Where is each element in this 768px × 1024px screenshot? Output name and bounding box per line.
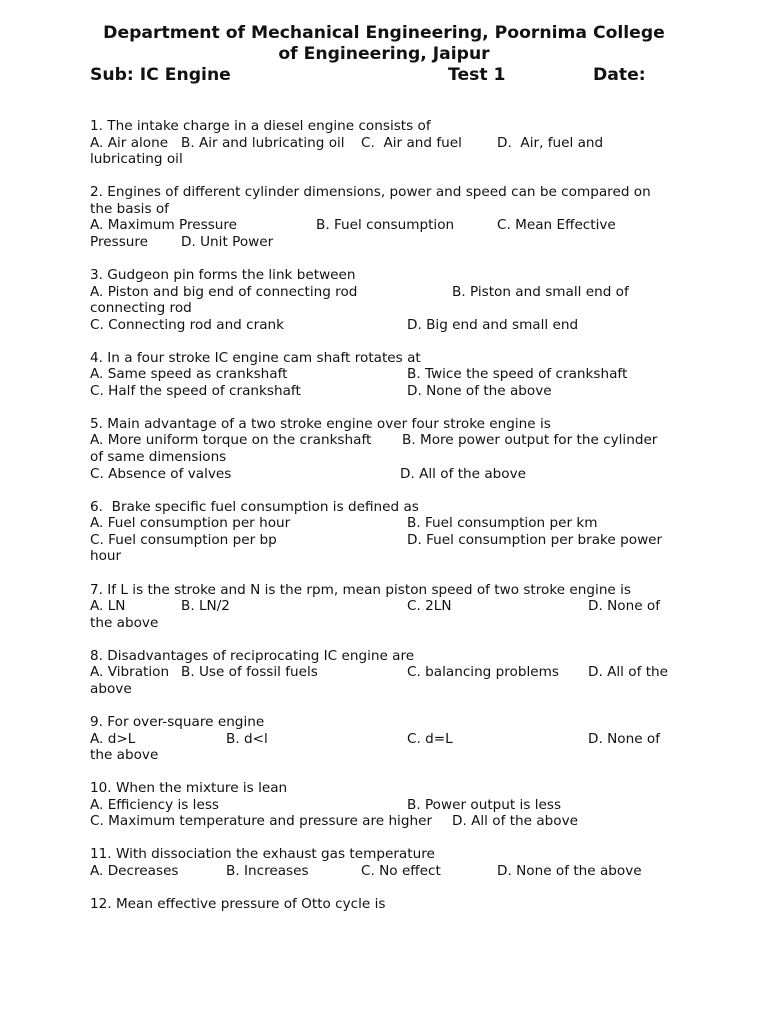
subject-label: Sub: IC Engine xyxy=(90,65,231,85)
option-c: C. Fuel consumption per bp xyxy=(90,532,277,548)
question-text: 10. When the mixture is lean xyxy=(90,780,288,796)
option-continuation: hour xyxy=(90,548,122,564)
question-text: 6. Brake specific fuel consumption is defined as xyxy=(90,499,419,515)
question-text: 2. Engines of different cylinder dimensions, power and speed can be compared on xyxy=(90,184,651,200)
option-a: A. Maximum Pressure xyxy=(90,217,238,233)
option-a: A. LN xyxy=(90,598,126,614)
question-continuation: the basis of xyxy=(90,201,169,217)
department-title-line-2: of Engineering, Jaipur xyxy=(278,44,490,64)
question-text: 9. For over-square engine xyxy=(90,714,265,730)
option-a: A. More uniform torque on the crankshaft xyxy=(90,432,372,448)
option-c: C. d=L xyxy=(407,731,453,747)
option-b: B. More power output for the cylinder xyxy=(402,432,658,448)
option-continuation: lubricating oil xyxy=(90,151,183,167)
option-c: C. 2LN xyxy=(407,598,452,614)
option-continuation: of same dimensions xyxy=(90,449,227,465)
option-b: B. Power output is less xyxy=(407,797,562,813)
option-a: A. Fuel consumption per hour xyxy=(90,515,291,531)
option-c: C. balancing problems xyxy=(407,664,559,680)
option-a: A. Decreases xyxy=(90,863,179,879)
option-d: D. All of the above xyxy=(400,466,527,482)
option-c: C. Mean Effective xyxy=(497,217,616,233)
question-text: 5. Main advantage of a two stroke engine over four stroke engine is xyxy=(90,416,551,432)
option-a: A. d>L xyxy=(90,731,136,747)
option-b: B. Increases xyxy=(226,863,309,879)
option-continuation: the above xyxy=(90,747,159,763)
option-d: D. Unit Power xyxy=(181,234,274,250)
option-d: D. None of the above xyxy=(497,863,642,879)
option-a: A. Vibration xyxy=(90,664,170,680)
option-d: D. None of xyxy=(588,598,660,614)
option-continuation: above xyxy=(90,681,132,697)
question-text: 4. In a four stroke IC engine cam shaft rotates at xyxy=(90,350,421,366)
option-c: C. Half the speed of crankshaft xyxy=(90,383,301,399)
option-b: B. Fuel consumption xyxy=(316,217,455,233)
option-b: B. Air and lubricating oil xyxy=(181,135,345,151)
option-c: C. Absence of valves xyxy=(90,466,232,482)
option-continuation: Pressure xyxy=(90,234,149,250)
option-c: C. Air and fuel xyxy=(361,135,462,151)
option-a: A. Air alone xyxy=(90,135,169,151)
option-d: D. All of the above xyxy=(452,813,579,829)
question-text: 7. If L is the stroke and N is the rpm, mean piston speed of two stroke engine is xyxy=(90,582,631,598)
option-d: D. None of xyxy=(588,731,660,747)
option-b: B. Fuel consumption per km xyxy=(407,515,598,531)
question-text: 12. Mean effective pressure of Otto cycle is xyxy=(90,896,386,912)
question-text: 3. Gudgeon pin forms the link between xyxy=(90,267,356,283)
option-a: A. Efficiency is less xyxy=(90,797,219,813)
option-a: A. Same speed as crankshaft xyxy=(90,366,288,382)
date-label: Date: xyxy=(593,65,646,85)
option-continuation: the above xyxy=(90,615,159,631)
question-text: 11. With dissociation the exhaust gas temperature xyxy=(90,846,435,862)
option-b: B. Piston and small end of xyxy=(452,284,629,300)
option-b: B. d<l xyxy=(226,731,268,747)
option-a: A. Piston and big end of connecting rod xyxy=(90,284,358,300)
option-d: D. Fuel consumption per brake power xyxy=(407,532,663,548)
question-text: 8. Disadvantages of reciprocating IC engine are xyxy=(90,648,415,664)
option-d: D. Air, fuel and xyxy=(497,135,604,151)
option-c: C. No effect xyxy=(361,863,441,879)
option-d: D. All of the xyxy=(588,664,669,680)
option-b: B. LN/2 xyxy=(181,598,230,614)
option-c: C. Maximum temperature and pressure are higher xyxy=(90,813,433,829)
option-d: D. Big end and small end xyxy=(407,317,579,333)
option-b: B. Twice the speed of crankshaft xyxy=(407,366,628,382)
option-d: D. None of the above xyxy=(407,383,552,399)
department-title-line-1: Department of Mechanical Engineering, Poornima College xyxy=(103,23,665,43)
option-c: C. Connecting rod and crank xyxy=(90,317,285,333)
test-label: Test 1 xyxy=(448,65,506,85)
question-text: 1. The intake charge in a diesel engine consists of xyxy=(90,118,431,134)
option-b: B. Use of fossil fuels xyxy=(181,664,318,680)
option-continuation: connecting rod xyxy=(90,300,192,316)
